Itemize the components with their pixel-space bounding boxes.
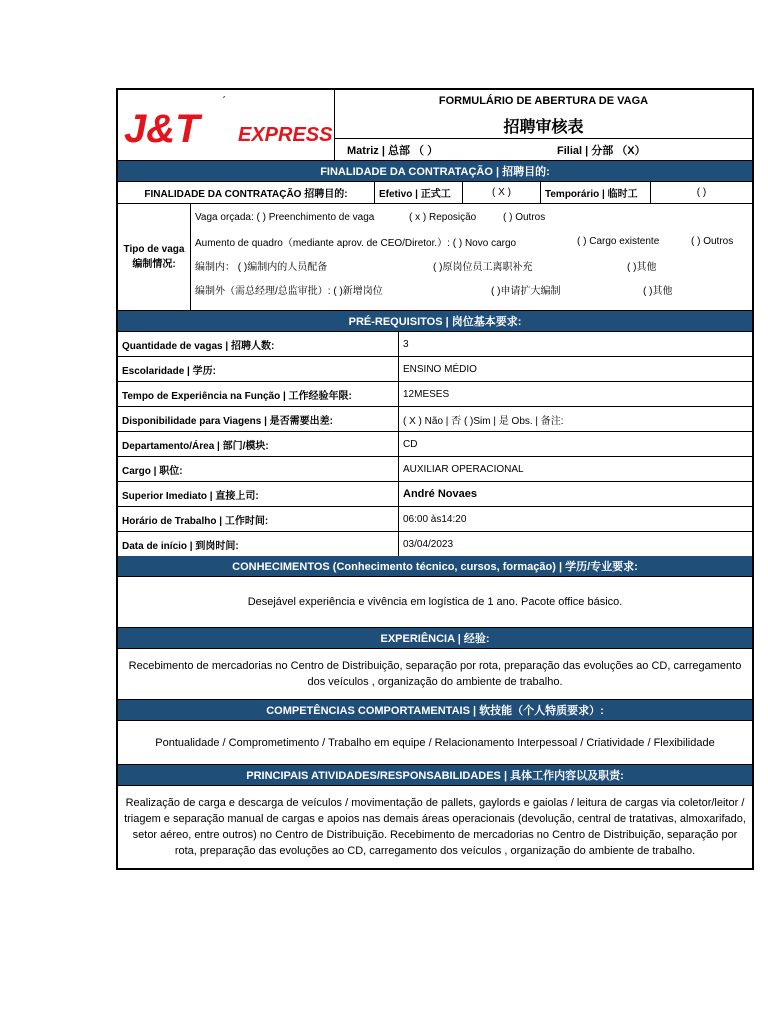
tv-line2-c: ( ) Outros [691,235,734,247]
atividades-row [118,786,752,868]
prereq-value: AUXILIAR OPERACIONAL [398,457,752,481]
jt-express-logo [122,104,334,154]
tv-line3-b: ( )原岗位员工离职补充 [433,261,533,273]
prereq-label: Departamento/Área | 部门/模块: [122,440,269,452]
prereq-value: CD [398,432,752,456]
tv-line1-b: ( x ) Reposição [409,211,477,223]
form-header [118,90,752,161]
logo-main-text: J&T [124,107,200,151]
tv-line4-c: ( )其他 [643,285,673,297]
logo-area [118,90,334,160]
prereq-value: 03/04/2023 [398,532,752,556]
competencias-bar: COMPETÊNCIAS COMPORTAMENTAIS | 软技能（个人特质要求）: [118,700,752,721]
efetivo-mark: ( X ) [462,182,540,203]
prereq-row [118,457,752,482]
tipo-vaga-options [190,204,752,310]
prereq-label: Escolaridade | 学历: [122,365,216,377]
tv-line2-b: ( ) Cargo existente [577,235,660,247]
tv-line3-c: ( )其他 [627,261,657,273]
competencias-text: Pontualidade / Comprometimento / Trabalho em equipe / Relacionamento Interpessoal / Criatividade / Flexibilidade [155,736,715,749]
tv-line4-b: ( )申请扩大编制 [491,285,561,297]
tv-line4-a: 编制外（需总经理/总监审批）: ( )新增岗位 [195,285,383,297]
matriz-option: Matriz | 总部 （ ） [347,144,439,157]
experiencia-text: Recebimento de mercadorias no Centro de Distribuição, separação por rota, preparação das evoluções ao CD, carregamento dos veículos , organização do ambiente de trabalho. [128,660,742,688]
header-title-area [334,90,752,160]
prereq-bar: PRÉ-REQUISITOS | 岗位基本要求: [118,311,752,332]
conhecimentos-row [118,577,752,628]
prereq-value: 3 [398,332,752,356]
experiencia-bar: EXPERIÊNCIA | 经验: [118,628,752,649]
conhecimentos-bar: CONHECIMENTOS (Conhecimento técnico, cursos, formação) | 学历/专业要求: [118,556,752,577]
filial-option: Filial | 分部 （X） [557,144,646,157]
atividades-text: Realização de carga e descarga de veículos / movimentação de pallets, gaylords e gaiolas / leitura de cargas via coletor/leitor / triagem e separação manual de cargas e apoios nas demais áreas operacionais (devolução, central de tratativas, almoxarifado, setor aéreo, entre outros) no Centro de Distribuição. Recebimento de mercadorias no Centro de Distribuição, separação por rota, preparação das evoluções ao CD, carregamento dos veículos , organização do ambiente de trabalho. [124,797,746,857]
prereq-row [118,382,752,407]
tipo-vaga-row [118,204,752,311]
tv-line1-c: ( ) Outros [503,211,546,223]
prereq-row [118,507,752,532]
tv-line2-a: Aumento de quadro（mediante aprov. de CEO/Diretor.）: ( ) Novo cargo [195,237,517,249]
prereq-label: Disponibilidade para Viagens | 是否需要出差: [122,415,333,427]
prereq-value: 06:00 às14:20 [398,507,752,531]
experiencia-row [118,649,752,700]
finalidade-label: FINALIDADE DA CONTRATAÇÃO 招聘目的: [144,189,348,200]
prereq-label: Tempo de Experiência na Função | 工作经验年限: [122,390,352,402]
form-title-pt: FORMULÁRIO DE ABERTURA DE VAGA [438,95,649,107]
prereq-row [118,432,752,457]
tv-line3-a: 编制内： ( )编制内的人员配备 [195,261,328,273]
temporario-mark: ( ) [650,182,752,203]
form-title-cn: 招聘审核表 [503,118,584,136]
finalidade-row [118,182,752,204]
atividades-bar: PRINCIPAIS ATIVIDADES/RESPONSABILIDADES | 具体工作内容以及职责: [118,765,752,786]
prereq-value: ( X ) Não | 否 ( )Sim | 是 Obs. | 备注: [398,407,752,431]
prereq-label: Horário de Trabalho | 工作时间: [122,515,269,527]
temporario-label: Temporário | 临时工 [540,182,650,203]
prereq-row [118,407,752,432]
tipo-vaga-label: Tipo de vaga 编制情况: [123,244,185,270]
prereq-value: 12MESES [398,382,752,406]
prereq-table [118,332,752,556]
prereq-value: André Novaes [398,482,752,506]
competencias-row [118,721,752,765]
prereq-label: Superior Imediato | 直接上司: [122,490,259,502]
prereq-row [118,357,752,382]
logo-sub-text: EXPRESS [238,124,333,146]
prereq-row [118,482,752,507]
prereq-row [118,532,752,556]
prereq-row [118,332,752,357]
logo-mark: ˊ [222,94,226,108]
job-opening-form [116,88,754,870]
prereq-value: ENSINO MÉDIO [398,357,752,381]
prereq-label: Data de início | 到岗时间: [122,540,239,552]
tv-line1-a: Vaga orçada: ( ) Preenchimento de vaga [195,211,375,223]
prereq-label: Cargo | 职位: [122,465,183,477]
prereq-label: Quantidade de vagas | 招聘人数: [122,340,275,352]
efetivo-label: Efetivo | 正式工 [374,182,462,203]
finalidade-bar: FINALIDADE DA CONTRATAÇÃO | 招聘目的: [118,161,752,182]
conhecimentos-text: Desejável experiência e vivência em logística de 1 ano. Pacote office básico. [247,596,623,608]
